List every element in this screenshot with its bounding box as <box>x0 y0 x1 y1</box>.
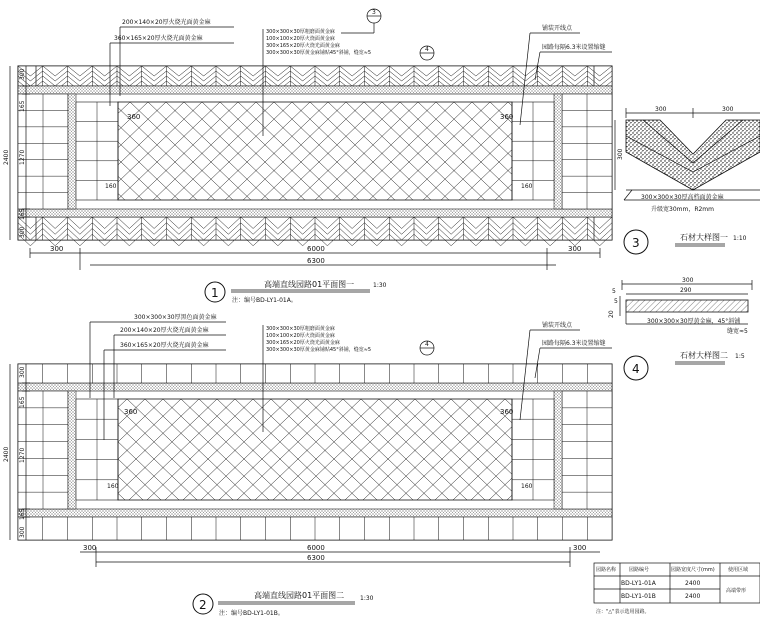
p1-dim-h-mid: 1270 <box>19 149 26 165</box>
p2-title: 高端直线园路01平面图二 <box>254 591 345 600</box>
plan-1-chevron-band-bottom <box>18 217 612 246</box>
table-row-2-code: BD-LY1-01B <box>621 593 656 600</box>
p2-note-left-3: 360×165×20厚火烧光面黄金麻 <box>120 342 209 349</box>
p2-note-left-1: 300×300×30厚黑色面黄金麻 <box>134 314 217 321</box>
p2-dim-w-total: 6300 <box>307 554 325 562</box>
p1-title-num: 1 <box>211 286 219 300</box>
d4-left5b: 5 <box>614 298 618 305</box>
p1-dim-h-total: 2400 <box>3 149 10 165</box>
p2-label-a: 360 <box>124 408 138 416</box>
p2-note-center-4: 300×300×30厚黄金麻铺贴45°斜铺，缝宽≈5 <box>266 347 372 353</box>
table-row-1-width: 2400 <box>685 580 701 587</box>
p2-dim-h-band2: 165 <box>19 508 26 520</box>
d4-stone-section <box>626 300 748 312</box>
p1-title: 高端直线园路01平面图一 <box>264 280 355 289</box>
plan-1-dotted-band-bottom <box>18 209 612 217</box>
d3-scale: 1:10 <box>733 235 747 242</box>
d3-dim-2: 300 <box>722 106 734 113</box>
p1-dim-h-bot: 300 <box>19 226 26 238</box>
detail-3 <box>615 106 760 254</box>
d4-top: 300 <box>682 277 694 284</box>
p1-note-left-1: 200×140×20厚火烧光面黄金麻 <box>122 19 211 26</box>
route-table <box>594 563 760 615</box>
p2-note-center-1: 300×300×30厚粗磨面黄金麻 <box>266 326 335 332</box>
p2-label-d: 160 <box>521 483 533 490</box>
d3-note-2: 升级宽30mm，R2mm <box>651 206 715 213</box>
p2-note-center-3: 300×165×20厚火烧光面黄金麻 <box>266 340 340 346</box>
plan-2-dotted-band-top <box>18 383 612 391</box>
d3-dim-3: 300 <box>617 148 624 160</box>
p1-dim-w-total: 6300 <box>307 257 325 265</box>
p1-callout-3-num: 3 <box>372 9 376 16</box>
d3-num: 3 <box>632 236 640 250</box>
p1-note-center-4: 300×300×30厚黄金麻铺贴45°斜铺，缝宽≈5 <box>266 50 372 56</box>
d4-title: 石材大样图二 <box>680 351 728 360</box>
plan-2-square-band-bottom <box>18 517 612 540</box>
table-row-2-width: 2400 <box>685 593 701 600</box>
p2-scale: 1:30 <box>360 595 374 602</box>
p1-label-b: 360 <box>500 113 514 121</box>
p2-callout-4-num: 4 <box>425 341 429 348</box>
d4-note-2: 缝宽≈5 <box>727 328 748 335</box>
p2-dim-h-band1: 165 <box>19 396 26 408</box>
d4-note-1: 300×300×30厚黄金麻，45°斜铺 <box>647 318 741 325</box>
p2-note-right-1: 铺装开线点 <box>542 322 573 329</box>
p1-scale: 1:30 <box>373 282 387 289</box>
p2-note-left-2: 200×140×20厚火烧光面黄金麻 <box>120 327 209 334</box>
p1-note-center-2: 100×100×20厚火烧面黄金麻 <box>266 36 335 42</box>
p1-note-left-2: 360×165×20厚火烧光面黄金麻 <box>114 35 203 42</box>
plan-2-dotted-band-bottom <box>18 509 612 517</box>
p1-dim-h-band1: 165 <box>19 100 26 112</box>
p1-dim-h-top: 300 <box>19 68 26 80</box>
d3-note-1: 300×300×30厚高档面黄金麻 <box>641 194 724 201</box>
table-header-width: 园路宽度尺寸(mm) <box>671 567 715 573</box>
p1-callout-4-num: 4 <box>425 46 429 53</box>
d4-left5a: 5 <box>612 288 616 295</box>
table-note: 注："△"表示选用园路。 <box>596 609 650 615</box>
p2-dim-w-right: 300 <box>573 544 587 552</box>
d4-left20: 20 <box>608 310 615 318</box>
plan-1-side-pavers <box>18 94 612 209</box>
d4-scale: 1:5 <box>735 353 745 360</box>
p1-note-right-2: 园路每隔6.3米设置缩缝 <box>542 44 606 51</box>
p2-dim-h-mid: 1270 <box>19 447 26 463</box>
p2-label-c: 160 <box>107 483 119 490</box>
detail-4 <box>608 277 752 380</box>
p2-dim-h-top: 300 <box>19 366 26 378</box>
p1-dim-w-right: 300 <box>568 245 582 253</box>
d4-inner: 290 <box>680 287 692 294</box>
p2-note-right-2: 园路每隔6.3米设置缩缝 <box>542 340 606 347</box>
p2-note-center-2: 100×100×20厚火烧面黄金麻 <box>266 333 335 339</box>
plan-1-dotted-band-top <box>18 86 612 94</box>
d3-title: 石材大样图一 <box>680 233 728 242</box>
table-region: 高端带形 <box>726 588 747 594</box>
p2-dim-h-bot: 300 <box>19 526 26 538</box>
p1-label-c: 160 <box>105 183 117 190</box>
plan-2-square-band-top <box>18 364 612 383</box>
p2-title-num: 2 <box>199 598 207 612</box>
p1-note-center-1: 300×300×30厚粗磨面黄金麻 <box>266 29 335 35</box>
p2-dim-h-total: 2400 <box>3 446 10 462</box>
d3-dim-1: 300 <box>655 106 667 113</box>
p1-note: 注：编号BD-LY1-01A。 <box>232 297 297 304</box>
p1-note-right-1: 铺装开线点 <box>542 25 573 32</box>
p2-note: 注：编号BD-LY1-01B。 <box>219 610 284 617</box>
p2-dim-w-mid: 6000 <box>307 544 325 552</box>
table-header-code: 园路编号 <box>629 567 650 573</box>
p2-label-b: 360 <box>500 408 514 416</box>
p1-note-center-3: 300×165×20厚火烧光面黄金麻 <box>266 43 340 49</box>
d4-num: 4 <box>632 362 640 376</box>
p1-label-a: 360 <box>127 113 141 121</box>
p1-dim-w-left: 300 <box>50 245 64 253</box>
p1-dim-w-mid: 6000 <box>307 245 325 253</box>
p2-dim-w-left: 300 <box>83 544 97 552</box>
d3-chevron-stone <box>626 120 760 190</box>
table-header-name: 园路名称 <box>596 567 617 573</box>
p1-dim-h-band2: 165 <box>19 208 26 220</box>
table-header-region: 使用区域 <box>728 567 749 573</box>
p1-label-d: 160 <box>521 183 533 190</box>
table-row-1-code: BD-LY1-01A <box>621 580 656 587</box>
